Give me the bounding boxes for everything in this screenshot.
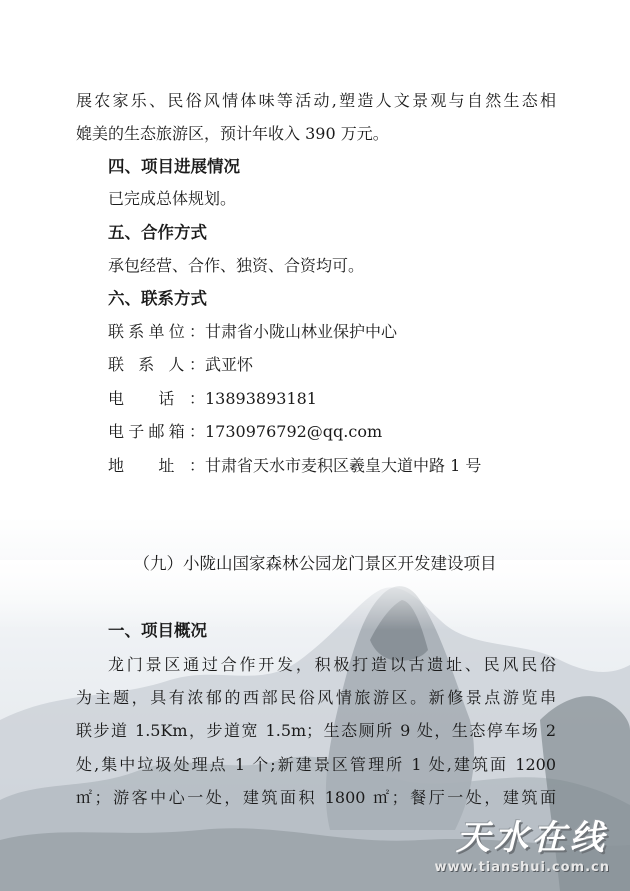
contact-email-value: 1730976792@qq.com <box>205 422 383 441</box>
contact-email-label: 电子邮箱： <box>108 422 205 441</box>
contact-phone-label: 电 话： <box>108 389 205 408</box>
body-text-line: 联步道 1.5Km，步道宽 1.5m；生态厕所 9 处，生态停车场 2 <box>76 721 556 740</box>
body-text-line: 处,集中垃圾处理点 1 个;新建景区管理所 1 处,建筑面 1200 <box>76 755 556 774</box>
contact-address-row <box>108 456 481 476</box>
contact-email-row <box>108 422 382 442</box>
contact-unit-label: 联系单位： <box>108 322 205 341</box>
contact-person-label: 联 系 人： <box>108 355 205 374</box>
section-heading-progress: 四、项目进展情况 <box>108 157 240 176</box>
contact-address-label: 地 址： <box>108 456 205 475</box>
body-text-line: 展农家乐、民俗风情体味等活动,塑造人文景观与自然生态相 <box>76 91 556 110</box>
body-text-line: 媲美的生态旅游区，预计年收入 390 万元。 <box>76 124 389 143</box>
section-heading-contact: 六、联系方式 <box>108 289 207 308</box>
contact-phone-value: 13893893181 <box>205 389 317 408</box>
body-text-line: 龙门景区通过合作开发，积极打造以古遗址、民风民俗 <box>108 655 556 674</box>
section-heading-cooperation: 五、合作方式 <box>108 223 207 242</box>
contact-person-row <box>108 355 253 375</box>
contact-person-value: 武亚怀 <box>205 355 254 374</box>
cooperation-text: 承包经营、合作、独资、合资均可。 <box>108 256 365 275</box>
watermark-logo: 天水在线 <box>456 818 608 858</box>
contact-unit-row <box>108 322 397 342</box>
section-heading-overview: 一、项目概况 <box>108 621 207 640</box>
contact-phone-row <box>108 389 317 409</box>
body-text-line: ㎡；游客中心一处，建筑面积 1800 ㎡；餐厅一处，建筑面 <box>76 788 556 807</box>
project-title: （九）小陇山国家森林公园龙门景区开发建设项目 <box>133 554 497 573</box>
progress-text: 已完成总体规划。 <box>108 189 237 208</box>
body-text-line: 为主题，具有浓郁的西部民俗风情旅游区。新修景点游览串 <box>76 688 556 707</box>
contact-address-value: 甘肃省天水市麦积区羲皇大道中路 1 号 <box>205 456 482 475</box>
contact-unit-value: 甘肃省小陇山林业保护中心 <box>205 322 398 341</box>
watermark-url: www.tianshui.com.cn <box>434 860 610 875</box>
